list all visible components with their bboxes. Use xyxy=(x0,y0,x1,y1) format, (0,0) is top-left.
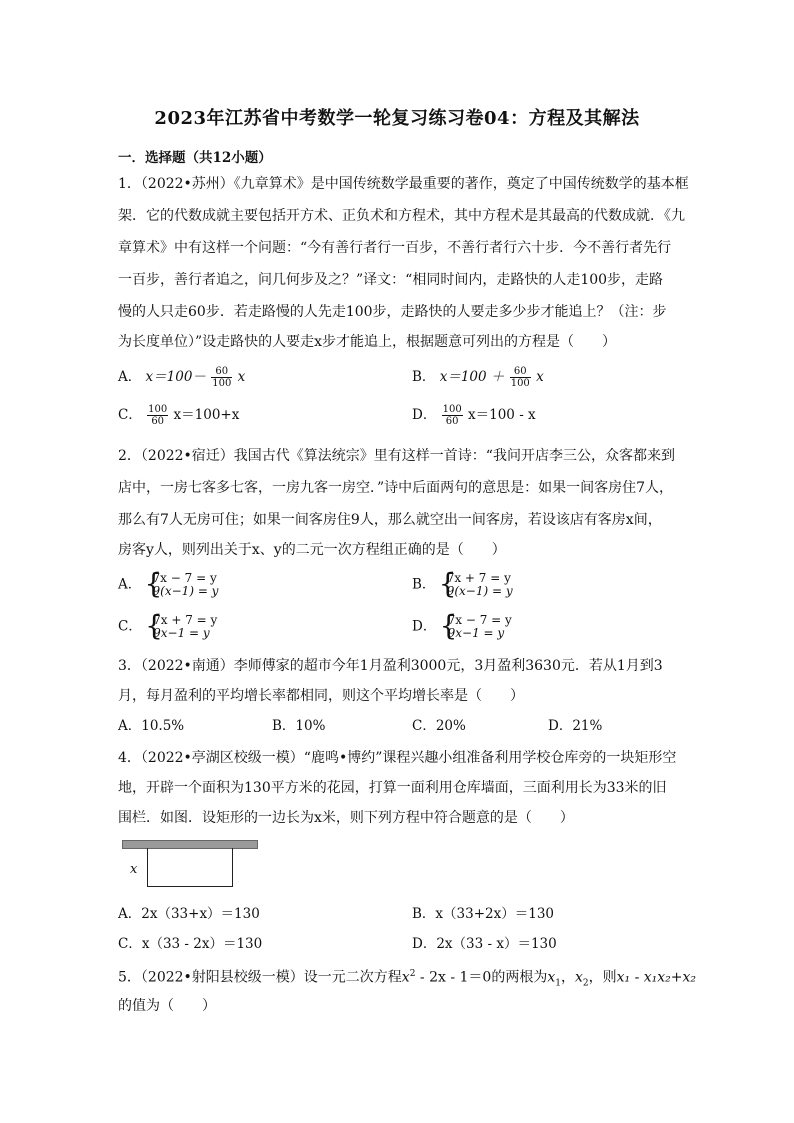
fraction xyxy=(211,366,232,389)
q1-line: 1．（2022•苏州）《九章算术》是中国传统数学最重要的著作，奠定了中国传统数学的基本框 xyxy=(118,176,689,192)
fraction xyxy=(510,366,531,389)
q2-line: 2．（2022•宿迁）我国古代《算法统宗》里有这样一首诗：“我问开店李三公，众客都来到 xyxy=(118,448,675,464)
q5-subscript: 1 xyxy=(555,978,561,989)
q5-line: 的值为（ ） xyxy=(118,998,216,1014)
option-text: x xyxy=(237,369,246,385)
q4-option-c[interactable]: C．x（33 - 2x）＝130 xyxy=(118,936,263,952)
q5-exponent: 2 xyxy=(409,969,416,979)
equation: { 7x − 7 = y xyxy=(447,613,512,627)
fraction xyxy=(147,404,168,427)
option-label: C． xyxy=(118,407,142,423)
q3-option-d[interactable]: D．21% xyxy=(548,718,603,734)
option-label: D． xyxy=(412,618,437,635)
q2-line: 房客y人，则列出关于x、y的二元一次方程组正确的是（ ） xyxy=(118,542,506,558)
equation: { 7x − 7 = y xyxy=(152,571,217,585)
q1-line: 章算术》中有这样一个问题：“今有善行者行一百步，不善行者行六十步．今不善行者先行 xyxy=(118,240,672,256)
garden-rectangle xyxy=(147,848,233,887)
q5-text: - 2x - 1＝0的两根为 xyxy=(415,969,548,986)
q1-line: 慢的人只走60步．若走路慢的人先走100步，走路快的人要走多少步才能追上？（注：步 xyxy=(118,304,667,320)
option-text: x＝100+x xyxy=(173,407,240,423)
option-label: A． xyxy=(118,576,142,593)
page-title: 2023年江苏省中考数学一轮复习练习卷04：方程及其解法 xyxy=(154,108,640,129)
equation-system xyxy=(146,614,217,640)
q5-root: x xyxy=(574,969,583,986)
fraction-numerator: 60 xyxy=(510,366,531,378)
side-length-label: x xyxy=(130,862,138,877)
q4-option-a[interactable]: A．2x（33+x）＝130 xyxy=(118,906,260,922)
q5-line xyxy=(118,964,696,993)
q3-option-c[interactable]: C．20% xyxy=(412,718,466,734)
equation-system xyxy=(146,572,219,598)
q3-option-a[interactable]: A．10.5% xyxy=(118,718,185,734)
fraction-denominator: 100 xyxy=(212,378,232,389)
q5-text: 5．（2022•射阳县校级一模）设一元二次方程 xyxy=(118,969,402,986)
option-label: B． xyxy=(412,576,436,593)
equation: 9(x−1) = y xyxy=(152,584,219,598)
q2-option-b[interactable] xyxy=(412,572,513,598)
q1-option-c[interactable] xyxy=(118,404,239,427)
q5-text: ，则 xyxy=(588,969,617,986)
equation-system xyxy=(440,572,513,598)
option-text: x＝100 ＋ xyxy=(439,369,505,385)
q1-line: 架．它的代数成就主要包括开方术、正负术和方程术，其中方程术是其最高的代数成就．《九 xyxy=(118,208,685,224)
q1-line: 为长度单位）”设走路快的人要走x步才能追上，根据题意可列出的方程是（ ） xyxy=(118,334,617,350)
equation: 9x−1 = y xyxy=(447,626,505,640)
fraction xyxy=(442,404,463,427)
q2-line: 那么有7人无房可住；如果一间客房住9人，那么就空出一间客房，若设该店有客房x间， xyxy=(118,512,662,528)
q4-line: 4．（2022•亭湖区校级一模）“鹿鸣•博约”课程兴趣小组准备利用学校仓库旁的一块矩形空 xyxy=(118,750,677,766)
q3-option-b[interactable]: B．10% xyxy=(272,718,326,734)
fraction-denominator: 60 xyxy=(151,416,165,427)
q5-subscript: 2 xyxy=(582,978,589,989)
q5-root: x xyxy=(547,969,556,986)
q4-line: 围栏．如图．设矩形的一边长为x米，则下列方程中符合题意的是（ ） xyxy=(118,810,574,826)
q4-option-b[interactable]: B．x（33+2x）＝130 xyxy=(412,906,554,922)
equation: { 7x + 7 = y xyxy=(153,613,218,627)
fraction-numerator: 100 xyxy=(442,404,462,415)
fraction-numerator: 60 xyxy=(211,366,232,378)
q5-expression: x₁ - x₁x₂+x₂ xyxy=(616,969,697,986)
option-label: D． xyxy=(412,407,437,423)
q4-option-d[interactable]: D．2x（33 - x）＝130 xyxy=(412,936,557,952)
fraction-numerator: 100 xyxy=(148,404,168,415)
equation-system xyxy=(441,614,512,640)
q2-line: 店中，一房七客多七客，一房九客一房空．”诗中后面两句的意思是：如果一间客房住7人， xyxy=(118,480,674,496)
q2-option-a[interactable] xyxy=(118,572,218,598)
option-label: C． xyxy=(118,618,142,635)
option-text: x＝100 - x xyxy=(468,407,536,423)
equation: 9x−1 = y xyxy=(153,626,210,640)
q2-option-d[interactable] xyxy=(412,614,512,640)
option-label: A． xyxy=(118,369,142,385)
q3-line: 3．（2022•南通）李师傅家的超市今年1月盈利3000元，3月盈利3630元．若从1月到3 xyxy=(118,658,663,674)
q1-option-d[interactable] xyxy=(412,404,536,427)
option-text: x＝100－ xyxy=(145,369,206,385)
q4-line: 地，开辟一个面积为130平方米的花园，打算一面利用仓库墙面，三面利用长为33米的旧 xyxy=(118,780,667,796)
q1-option-a[interactable] xyxy=(118,366,245,389)
equation: { 7x + 7 = y xyxy=(446,571,511,585)
q3-line: 月，每月盈利的平均增长率都相同，则这个平均增长率是（ ） xyxy=(118,688,524,704)
section-heading: 一．选择题（共12小题） xyxy=(118,150,272,166)
q5-var: x xyxy=(401,969,410,986)
garden-figure xyxy=(120,838,260,894)
q1-line: 一百步，善行者追之，问几何步及之？”译文：“相同时间内，走路快的人走100步，走路 xyxy=(118,272,664,288)
q2-option-c[interactable] xyxy=(118,614,217,640)
q5-text: ， xyxy=(560,969,575,986)
q1-option-b[interactable] xyxy=(412,366,544,389)
fraction-denominator: 100 xyxy=(510,378,530,389)
fraction-denominator: 60 xyxy=(445,416,459,427)
option-label: B． xyxy=(412,369,436,385)
option-text: x xyxy=(536,369,544,385)
equation: 9(x−1) = y xyxy=(446,584,513,598)
